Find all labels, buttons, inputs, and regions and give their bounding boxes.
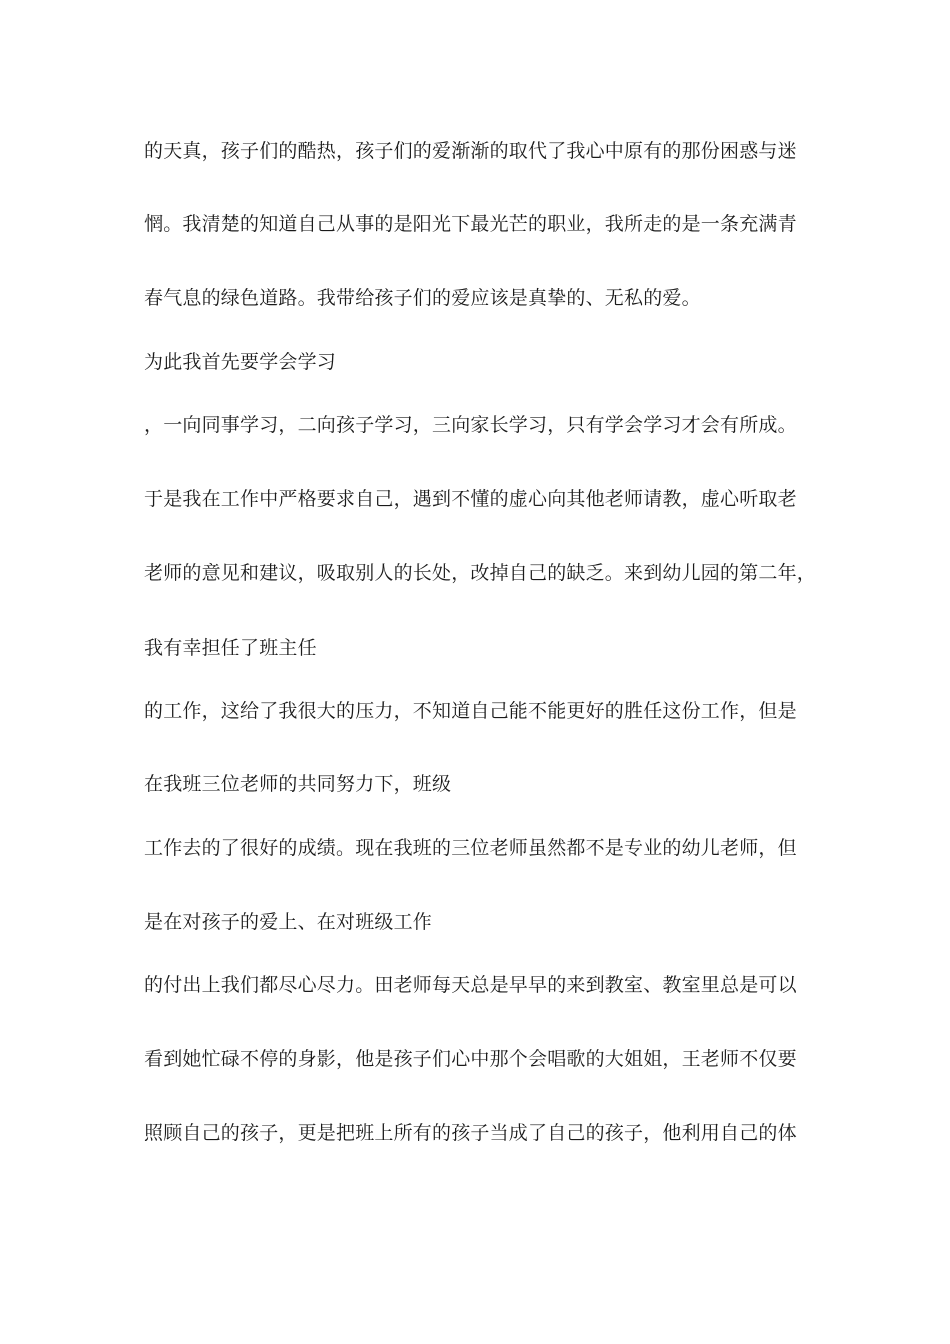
text-line: 的天真，孩子们的酷热，孩子们的爱渐渐的取代了我心中原有的那份困惑与迷 — [144, 140, 797, 162]
text-line: 是在对孩子的爱上、在对班级工作 — [144, 911, 433, 933]
text-line: 春气息的绿色道路。我带给孩子们的爱应该是真挚的、无私的爱。 — [144, 287, 701, 309]
text-line: 的付出上我们都尽心尽力。田老师每天总是早早的来到教室、教室里总是可以 — [144, 974, 797, 996]
text-line: 工作去的了很好的成绩。现在我班的三位老师虽然都不是专业的幼儿老师，但 — [144, 837, 797, 859]
text-line: 我有幸担任了班主任 — [144, 637, 317, 659]
text-line: 于是我在工作中严格要求自己，遇到不懂的虚心向其他老师请教，虚心听取老 — [144, 488, 797, 510]
text-line: 在我班三位老师的共同努力下，班级 — [144, 773, 452, 795]
text-line: 惘。我清楚的知道自己从事的是阳光下最光芒的职业，我所走的是一条充满青 — [144, 213, 797, 235]
text-line: 老师的意见和建议，吸取别人的长处，改掉自己的缺乏。来到幼儿园的第二年， — [144, 562, 817, 584]
text-line: ，一向同事学习，二向孩子学习，三向家长学习，只有学会学习才会有所成。 — [144, 414, 797, 436]
text-line: 为此我首先要学会学习 — [144, 351, 337, 373]
text-line: 照顾自己的孩子，更是把班上所有的孩子当成了自己的孩子，他利用自己的体 — [144, 1122, 797, 1144]
text-line: 的工作，这给了我很大的压力，不知道自己能不能更好的胜任这份工作，但是 — [144, 700, 797, 722]
text-line: 看到她忙碌不停的身影，他是孩子们心中那个会唱歌的大姐姐，王老师不仅要 — [144, 1048, 797, 1070]
